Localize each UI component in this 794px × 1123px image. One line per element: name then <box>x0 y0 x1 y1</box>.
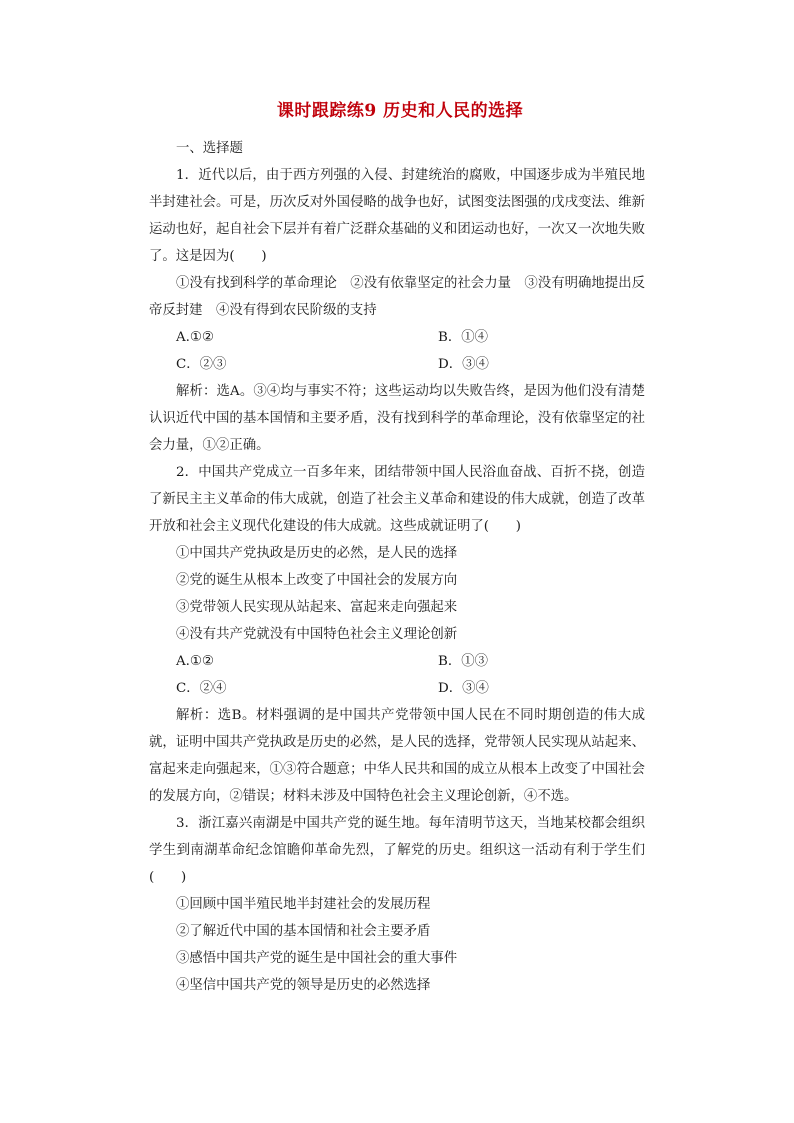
choice-b: B．①③ <box>438 654 489 669</box>
question-1-analysis: 解析：选A。③④均与事实不符；这些运动均以失败告终，是因为他们没有清楚认识近代中国的基本国情和主要矛盾，没有找到科学的革命理论，没有依靠坚定的社会力量，①②正确。 <box>149 384 645 453</box>
question-3-option: ①回顾中国半殖民地半封建社会的发展历程 <box>176 897 431 912</box>
question-2-analysis: 解析：选B。材料强调的是中国共产党带领中国人民在不同时期创造的伟大成就，证明中国共产党执政是历史的必然，是人民的选择，党带领人民实现从站起来、富起来走向强起来，①③符合题意；中华人民共和国的成立从根本上改变了中国社会的发展方向，②错误；材料未涉及中国特色社会主义理论创新，④不选。 <box>149 708 645 804</box>
question-1-choices-row-1 <box>176 324 645 351</box>
question-2-choices-row-2 <box>176 675 645 702</box>
question-2-option: ②党的诞生从根本上改变了中国社会的发展方向 <box>176 573 458 588</box>
question-3-option: ②了解近代中国的基本国情和社会主要矛盾 <box>176 924 431 939</box>
choice-a: A.①② <box>176 330 214 345</box>
question-2-option: ④没有共产党就没有中国特色社会主义理论创新 <box>176 627 458 642</box>
choice-c: C．②③ <box>176 357 227 372</box>
question-3-option: ③感悟中国共产党的诞生是中国社会的重大事件 <box>176 951 458 966</box>
choice-a: A.①② <box>176 654 214 669</box>
question-1-stem: 1．近代以后，由于西方列强的入侵、封建统治的腐败，中国逐步成为半殖民地半封建社会。可是，历次反对外国侵略的战争也好，试图变法图强的戊戌变法、维新运动也好，起自社会下层并有着广泛群众基础的义和团运动也好，一次又一次地失败了。这是因为( ) <box>149 168 645 264</box>
section-heading: 一、选择题 <box>176 141 243 156</box>
question-1-choices-row-2 <box>176 351 645 378</box>
question-3-stem: 3．浙江嘉兴南湖是中国共产党的诞生地。每年清明节这天，当地某校都会组织学生到南湖革命纪念馆瞻仰革命先烈，了解党的历史。组织这一活动有利于学生们( ) <box>149 816 645 885</box>
question-2-choices-row-1 <box>176 648 645 675</box>
question-2-option: ①中国共产党执政是历史的必然，是人民的选择 <box>176 546 458 561</box>
page-title: 课时跟踪练9 历史和人民的选择 <box>276 101 524 121</box>
document-body <box>149 96 645 999</box>
choice-d: D．③④ <box>438 681 489 696</box>
question-2-option: ③党带领人民实现从站起来、富起来走向强起来 <box>176 600 458 615</box>
choice-b: B．①④ <box>438 330 489 345</box>
choice-c: C．②④ <box>176 681 227 696</box>
question-3-option: ④坚信中国共产党的领导是历史的必然选择 <box>176 978 431 993</box>
question-1-options: ①没有找到科学的革命理论 ②没有依靠坚定的社会力量 ③没有明确地提出反帝反封建 ④没有得到农民阶级的支持 <box>149 276 645 318</box>
choice-d: D．③④ <box>438 357 489 372</box>
question-2-stem: 2．中国共产党成立一百多年来，团结带领中国人民浴血奋战、百折不挠，创造了新民主主义革命的伟大成就，创造了社会主义革命和建设的伟大成就，创造了改革开放和社会主义现代化建设的伟大成就。这些成就证明了( ) <box>149 465 645 534</box>
